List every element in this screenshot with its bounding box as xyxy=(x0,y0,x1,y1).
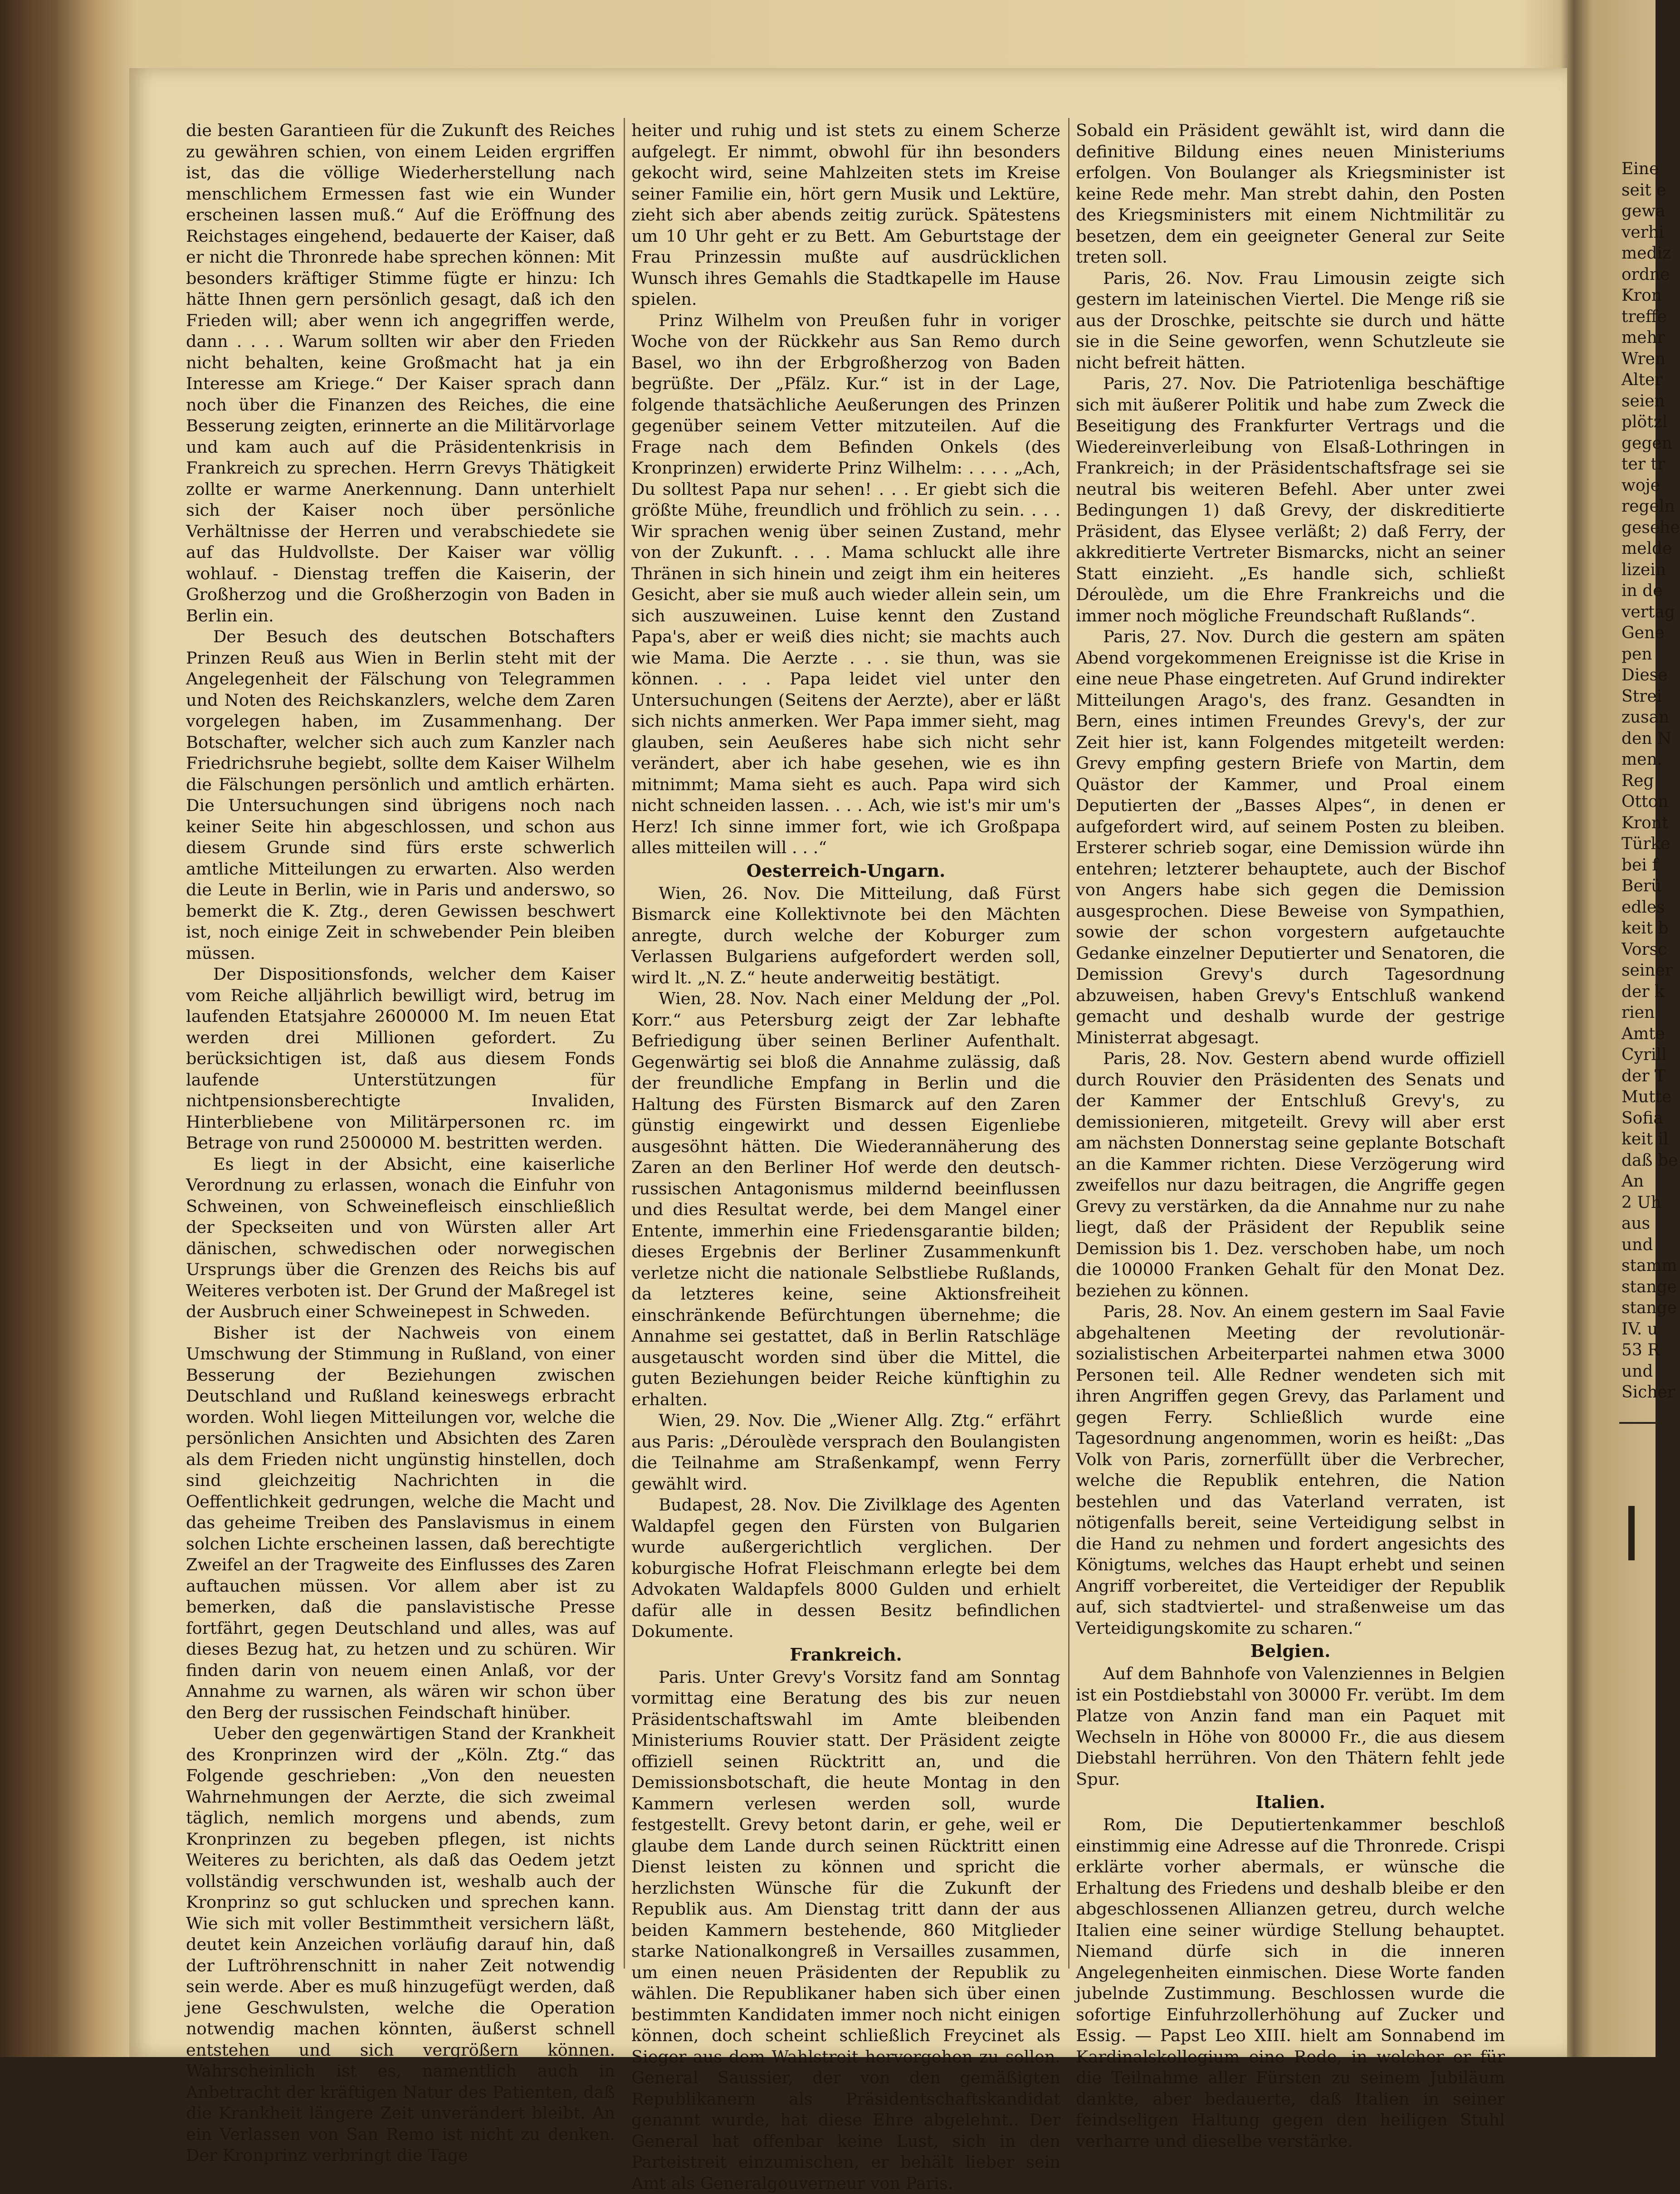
ornament-fragment xyxy=(1628,1506,1662,1560)
fragment-line: IV. u xyxy=(1621,1319,1656,1340)
paragraph: die besten Garantieen für die Zukunft des Reiches zu gewähren schien, von einem Leiden ergriffen ist, das die völlige Wiederherstellung nach menschlichem Ermessen fast wie ein Wunder erscheinen lassen muß.“ Auf die Eröffnung des Reichstages eingehend, bedauerte der Kaiser, daß er nicht die Thronrede habe sprechen können: Mit besonders kräftiger Stimme fügte er hinzu: Ich hätte Ihnen gern persönlich gesagt, daß ich den Frieden will; aber wenn ich angegriffen werde, dann . . . . Warum sollten wir aber den Frieden nicht behalten, keine Großmacht hat ja ein Interesse am Kriege.“ Der Kaiser sprach dann noch über die Finanzen des Reiches, die eine Besserung zeigten, erinnerte an die Militärvorlage und kam auch auf die Präsidentenkrisis in Frankreich zu sprechen. Herrn Grevys Thätigkeit zollte er warme Anerkennung. Dann unterhielt sich der Kaiser noch über persönliche Verhältnisse der Herren und verabschiedete sie auf das Huldvollste. Der Kaiser war völlig wohlauf. - Dienstag treffen die Kaiserin, der Großherzog und die Großherzogin von Baden in Berlin ein. xyxy=(186,120,615,626)
fragment-line: verhi xyxy=(1621,222,1656,244)
paragraph: Der Dispositionsfonds, welcher dem Kaiser vom Reiche alljährlich bewilligt wird, betrug im laufenden Etatsjahre 2600000 M. Im neuen Etat werden drei Millionen gefordert. Zu berücksichtigen ist, daß aus diesem Fonds laufende Unterstützungen für nichtpensionsberechtigte Invaliden, Hinterbliebene von Militärpersonen rc. im Betrage von rund 2500000 M. bestritten werden. xyxy=(186,964,615,1154)
fragment-line: Kront xyxy=(1621,813,1656,834)
fragment-line: seit e xyxy=(1621,180,1656,201)
column-1 xyxy=(186,120,615,2166)
fragment-line: woje xyxy=(1621,475,1656,497)
fragment-line: melde xyxy=(1621,538,1656,560)
fragment-line: gesehe xyxy=(1621,518,1656,539)
fragment-line: Türke xyxy=(1621,834,1656,855)
fragment-line: plötzl xyxy=(1621,412,1656,433)
fragment-line: 53 R xyxy=(1621,1340,1656,1361)
fragment-line: gewa xyxy=(1621,201,1656,222)
section-heading-italy: Italien. xyxy=(1076,1792,1505,1813)
fragment-line: daß be xyxy=(1621,1150,1656,1172)
fragment-line: Cyrill xyxy=(1621,1045,1656,1066)
fragment-line: Alter xyxy=(1621,370,1656,391)
section-heading-belgium: Belgien. xyxy=(1076,1641,1505,1661)
fragment-line: gegen xyxy=(1621,433,1656,454)
fragment-line: Vorsc xyxy=(1621,939,1656,961)
paragraph: Wien, 26. Nov. Die Mitteilung, daß Fürst Bismarck eine Kollektivnote bei den Mächten anregte, durch welche der Koburger zum Verlassen Bulgariens aufgefordert werden soll, wird lt. „N. Z.“ heute anderweitig bestätigt. xyxy=(631,883,1060,989)
fragment-line: ter tr xyxy=(1621,454,1656,475)
fragment-line: aus xyxy=(1621,1213,1656,1235)
fragment-line: der k xyxy=(1621,982,1656,1003)
fragment-line: vertag xyxy=(1621,602,1656,623)
fragment-line: pen xyxy=(1621,644,1656,665)
fragment-line: stange xyxy=(1621,1298,1656,1319)
column-3 xyxy=(1076,120,1505,2152)
paragraph: Paris, 28. Nov. An einem gestern im Saal Favie abgehaltenen Meeting der revolutionär-sozialistischen Arbeiterpartei nahmen etwa 3000 Personen teil. Alle Redner wendeten sich mit ihren Angriffen gegen Grevy, das Parlament und gegen Ferry. Schließlich wurde eine Tagesordnung angenommen, worin es heißt: „Das Volk von Paris, zornerfüllt über die Verbrecher, welche die Republik entehren, die Nation bestehlen und das Vaterland verraten, ist nötigenfalls bereit, seine Verteidigung selbst in die Hand zu nehmen und fordert angesichts des Königtums, welches das Haupt erhebt und seinen Angriff vorbereitet, die Verteidiger der Republik auf, sich stadtviertel- und straßenweise um das Verteidigungskomite zu scharen.“ xyxy=(1076,1301,1505,1639)
newspaper-page xyxy=(129,68,1567,2057)
paragraph: Paris, 28. Nov. Gestern abend wurde offiziell durch Rouvier den Präsidenten des Senats und der Kammer der Entschluß Grevy's, zu demissionieren, mitgeteilt. Grevy will aber erst am nächsten Donnerstag seine geplante Botschaft an die Kammer richten. Diese Verzögerung wird zweifellos nur dazu beitragen, die Angriffe gegen Grevy zu verstärken, da die Annahme nur zu nahe liegt, daß der Präsident der Republik seine Demission bis 1. Dez. verschoben habe, um noch die 100000 Franken Gehalt für den Monat Dez. beziehen zu können. xyxy=(1076,1048,1505,1301)
fragment-line: Sofia xyxy=(1621,1108,1656,1129)
fragment-line: und xyxy=(1621,1361,1656,1383)
paragraph: Auf dem Bahnhofe von Valenziennes in Belgien ist ein Postdiebstahl von 30000 Fr. verübt. Im dem Platze von Anzin fand man ein Paquet mit Wechseln in Höhe von 80000 Fr., die aus diesem Diebstahl herrühren. Von den Thätern fehlt jede Spur. xyxy=(1076,1663,1505,1790)
fragment-line: Mutte xyxy=(1621,1087,1656,1108)
fragment-line: treffe xyxy=(1621,307,1656,328)
fragment-line: mediz xyxy=(1621,243,1656,264)
section-heading-austria: Oesterreich-Ungarn. xyxy=(631,860,1060,881)
paragraph: Paris, 27. Nov. Durch die gestern am späten Abend vorgekommenen Ereignisse ist die Krise in eine neue Phase eingetreten. Auf Grund indirekter Mitteilungen Arago's, des franz. Gesandten in Bern, eines intimen Freundes Grevy's, der zur Zeit hier ist, kann Folgendes mitgeteilt werden: Grevy empfing gestern Briefe von Martin, dem Quästor der Kammer, und Proal einem Deputierten der „Basses Alpes“, in denen er aufgefordert wird, auf seinem Posten zu bleiben. Ersterer schrieb sogar, eine Demission würde ihn entehren; letzterer behauptete, auch der Bischof von Angers habe sich gegen die Demission ausgesprochen. Diese Beweise von Sympathien, sowie der schon vorgestern aufgetauchte Gedanke einzelner Deputierter und Senatoren, die Demission Grevy's durch Tagesordnung abzuweisen, haben Grevy's Entschluß wankend gemacht und deshalb wurde der gestrige Ministerrat abgesagt. xyxy=(1076,626,1505,1048)
fragment-line: der T xyxy=(1621,1066,1656,1087)
paragraph: Paris. Unter Grevy's Vorsitz fand am Sonntag vormittag eine Beratung des bis zur neuen Präsidentschaftswahl im Amte bleibenden Ministeriums Rouvier statt. Der Präsident zeigte offiziell seinen Rücktritt an, und die Demissionsbotschaft, die heute Montag in den Kammern verlesen werden soll, wurde festgestellt. Grevy betont darin, er gehe, weil er glaube dem Lande durch seinen Rücktritt einen Dienst leisten zu können und spricht die herzlichsten Wünsche für die Zukunft der Republik aus. Am Dienstag tritt dann der aus beiden Kammern bestehende, 860 Mitglieder starke Nationalkongreß in Versailles zusammen, um einen neuen Präsidenten der Republik zu wählen. Die Republikaner haben sich über einen bestimmten Kandidaten immer noch nicht einigen können, doch scheint schließlich Freycinet als Sieger aus dem Wahlstreit hervorgehen zu sollen. General Saussier, der von den gemäßigten Republikanern als Präsidentschaftskandidat genannt wurde, hat diese Ehre abgelehnt.. Der General hat offenbar keine Lust, sich in den Parteistreit einzumischen, er behält lieber sein Amt als Generalgouverneur von Paris. xyxy=(631,1667,1060,2194)
fragment-line: in de xyxy=(1621,581,1656,602)
fragment-line: Diese xyxy=(1621,665,1656,686)
paragraph: Wien, 29. Nov. Die „Wiener Allg. Ztg.“ erfährt aus Paris: „Déroulède versprach den Boulangisten die Teilnahme am Straßenkampf, wenn Ferry gewählt wird. xyxy=(631,1410,1060,1495)
fragment-line: Eine xyxy=(1621,159,1656,180)
fragment-line: Amte xyxy=(1621,1024,1656,1045)
column-2 xyxy=(631,120,1060,2194)
fragment-line: Reg xyxy=(1621,771,1656,792)
fragment-line: Berü xyxy=(1621,876,1656,897)
fragment-line: seiner xyxy=(1621,960,1656,982)
fragment-line: Wren xyxy=(1621,349,1656,370)
paragraph: Bisher ist der Nachweis von einem Umschwung der Stimmung in Rußland, von einer Besserung der Beziehungen zwischen Deutschland und Rußland keineswegs erbracht worden. Wohl liegen Mitteilungen vor, welche die persönlichen Ansichten und Absichten des Zaren als dem Frieden nicht ungünstig hinstellen, doch sind gleichzeitig Nachrichten in die Oeffentlichkeit gedrungen, welche die Macht und das geheime Treiben des Panslavismus in einem solchen Lichte erscheinen lassen, daß berechtigte Zweifel an der Tragweite des Einflusses des Zaren auftauchen müssen. Vor allem aber ist zu bemerken, daß die panslavistische Presse fortfährt, gegen Deutschland und alles, was auf dieses Bezug hat, zu hetzen und zu schüren. Wir finden darin von neuem einen Anlaß, vor der Annahme zu warnen, als wären wir schon über den Berg der russischen Feindschaft hinüber. xyxy=(186,1323,615,1724)
paragraph: heiter und ruhig und ist stets zu einem Scherze aufgelegt. Er nimmt, obwohl für ihn besonders gekocht wird, seine Mahlzeiten stets im Kreise seiner Familie ein, hört gern Musik und Lektüre, zieht sich aber abends zeitig zurück. Spätestens um 10 Uhr geht er zu Bett. Am Geburtstage der Frau Prinzessin mußte auf ausdrücklichen Wunsch ihres Gemahls die Stadtkapelle im Hause spielen. xyxy=(631,120,1060,310)
fragment-line: mehr xyxy=(1621,327,1656,349)
paragraph: Der Besuch des deutschen Botschafters Prinzen Reuß aus Wien in Berlin steht mit der Angelegenheit der Fälschung von Telegrammen und Noten des Reichskanzlers, welche dem Zaren vorgelegen haben, im Zusammenhang. Der Botschafter, welcher sich auch zum Kanzler nach Friedrichsruhe begiebt, sollte dem Kaiser Wilhelm die Fälschungen persönlich und amtlich erhärten. Die Untersuchungen sind übrigens noch nach keiner Seite hin abgeschlossen, und schon aus diesem Grunde sind fürs erste schwerlich amtliche Mitteilungen zu erwarten. Also werden die Leute in Berlin, wie in Paris und anderswo, so bemerkt die K. Ztg., deren Gewissen beschwert ist, noch einige Zeit in schwebender Pein bleiben müssen. xyxy=(186,626,615,964)
paragraph: Budapest, 28. Nov. Die Zivilklage des Agenten Waldapfel gegen den Fürsten von Bulgarien wurde außergerichtlich verglichen. Der koburgische Hofrat Fleischmann erlegte bei dem Advokaten Waldapfels 8000 Gulden und erhielt dafür alle in dessen Besitz befindlichen Dokumente. xyxy=(631,1495,1060,1642)
fragment-line: 2 Uh xyxy=(1621,1192,1656,1214)
column-rule xyxy=(624,118,625,1969)
paragraph: Wien, 28. Nov. Nach einer Meldung der „Pol. Korr.“ aus Petersburg zeigt der Zar lebhafte Befriedigung über seinen Berliner Aufenthalt. Gegenwärtig sei bloß die Annahme zulässig, daß der freundliche Empfang in Berlin und die Haltung des Fürsten Bismarck auf den Zaren günstig eingewirkt und dessen Eigenliebe ausgesöhnt hätten. Die Wiederannäherung des Zaren an den Berliner Hof werde den deutsch-russischen Antagonismus mildernd beeinflussen und dies Resultat werde, bei dem Mangel einer Entente, immerhin eine Friedensgarantie bilden; dieses Ergebnis der Berliner Zusammenkunft verletze nicht die nationale Selbstliebe Rußlands, da letzteres keine, seine Aktionsfreiheit einschränkende Befürchtungen übernehme; die Annahme sei gestattet, daß in Berlin Ratschläge ausgetauscht worden sind über die Mittel, die guten Beziehungen beider Reiche künftighin zu erhalten. xyxy=(631,988,1060,1410)
paragraph: Paris, 27. Nov. Die Patriotenliga beschäftige sich mit äußerer Politik und habe zum Zweck die Beseitigung des Frankfurter Vertrags und die Wiedereinverleibung von Elsaß-Lothringen in Frankreich; in der Präsidentschaftsfrage sei sie neutral bis weiteren Befehl. Aber unter zwei Bedingungen 1) daß Grevy, der diskreditierte Präsident, das Elysee verläßt; 2) daß Ferry, der akkreditierte Vertreter Bismarcks, nicht an seiner Statt einzieht. „Es handle sich, schließt Déroulède, um die Ehre Frankreichs und die immer noch mögliche Freundschaft Rußlands“. xyxy=(1076,373,1505,626)
column-rule xyxy=(1068,118,1070,1969)
paragraph: Paris, 26. Nov. Frau Limousin zeigte sich gestern im lateinischen Viertel. Die Menge riß sie aus der Droschke, peitschte sie durch und hätte sie in die Seine geworfen, wenn Schutzleute sie nicht befreit hätten. xyxy=(1076,268,1505,374)
paragraph: Sobald ein Präsident gewählt ist, wird dann die definitive Bildung eines neuen Ministeriums erfolgen. Von Boulanger als Kriegsminister ist keine Rede mehr. Man strebt dahin, den Posten des Kriegsministers mit einem Nichtmilitär zu besetzen, dem ein geeigneter General zur Seite treten soll. xyxy=(1076,120,1505,268)
fragment-line: ordne xyxy=(1621,264,1656,286)
fragment-line: regeln xyxy=(1621,496,1656,518)
divider-line xyxy=(1619,1422,1656,1424)
fragment-line: Strei xyxy=(1621,686,1656,708)
fragment-line: Otton xyxy=(1621,792,1656,813)
paragraph: Rom, Die Deputiertenkammer beschloß einstimmig eine Adresse auf die Thronrede. Crispi erklärte vorher abermals, er wünsche die Erhaltung des Friedens und deshalb bleibe er den abgeschlossenen Allianzen getreu, durch welche Italien eine seiner würdige Stellung behauptet. Niemand dürfe sich in die inneren Angelegenheiten einmischen. Diese Worte fanden jubelnde Zustimmung. Beschlossen wurde die sofortige Einfuhrzollerhöhung auf Zucker und Essig. — Papst Leo XIII. hielt am Sonnabend im Kardinalskollegium eine Rede, in welcher er für die Teilnahme aller Fürsten zu seinem Jubiläum dankte, aber bedauerte, daß Italien in seiner feindseligen Haltung gegen den heiligen Stuhl verharre und dieselbe verstärke. xyxy=(1076,1814,1505,2152)
fragment-line: und xyxy=(1621,1235,1656,1256)
fragment-line: An xyxy=(1621,1171,1656,1192)
section-heading-france: Frankreich. xyxy=(631,1644,1060,1665)
fragment-line: lizein xyxy=(1621,560,1656,581)
fragment-line: Gene xyxy=(1621,623,1656,644)
paragraph: Ueber den gegenwärtigen Stand der Krankheit des Kronprinzen wird der „Köln. Ztg.“ das Folgende geschrieben: „Von den neuesten Wahrnehmungen der Aerzte, die sich zweimal täglich, nemlich morgens und abends, zum Kronprinzen zu begeben pflegen, ist nichts Weiteres zu berichten, als daß das Oedem jetzt vollständig verschwunden ist, weshalb auch der Kronprinz so gut schlucken und sprechen kann. Wie sich mit voller Bestimmtheit versichern läßt, deutet kein Anzeichen vorläufig darauf hin, daß der Luftröhrenschnitt in naher Zeit notwendig sein werde. Aber es muß hinzugefügt werden, daß jene Geschwulsten, welche die Operation notwendig machen könnten, äußerst schnell entstehen und sich vergrößern können. Wahrscheinlich ist es, namentlich auch in Anbetracht der kräftigen Natur des Patienten, daß die Krankheit längere Zeit unverändert bleibt. An ein Verlassen von San Remo ist nicht zu denken. Der Kronprinz verbringt die Tage xyxy=(186,1723,615,2166)
fragment-line: keit b xyxy=(1621,918,1656,939)
fragment-line: Kron xyxy=(1621,285,1656,307)
fragment-line: den N xyxy=(1621,728,1656,750)
fragment-line: bei f xyxy=(1621,855,1656,876)
fragment-line: stange xyxy=(1621,1277,1656,1298)
facing-page-fragments xyxy=(1621,159,1656,1403)
fragment-line: zusan xyxy=(1621,707,1656,728)
fragment-line: seien xyxy=(1621,391,1656,412)
fragment-line: Sicher xyxy=(1621,1382,1656,1403)
paragraph: Es liegt in der Absicht, eine kaiserliche Verordnung zu erlassen, wonach die Einfuhr von Schweinen, von Schweinefleisch einschließlich der Speckseiten und von Würsten aller Art dänischen, schwedischen oder norwegischen Ursprungs über die Grenzen des Reichs bis auf Weiteres verboten ist. Der Grund der Maßregel ist der Ausbruch einer Schweinepest in Schweden. xyxy=(186,1154,615,1323)
fragment-line: rien xyxy=(1621,1002,1656,1024)
fragment-line: keit il xyxy=(1621,1129,1656,1150)
fragment-line: edles xyxy=(1621,897,1656,919)
fragment-line: men. xyxy=(1621,749,1656,771)
paragraph: Prinz Wilhelm von Preußen fuhr in voriger Woche von der Rückkehr aus San Remo durch Basel, wo ihn der Erbgroßherzog von Baden begrüßte. Der „Pfälz. Kur.“ ist in der Lage, folgende thatsächliche Aeußerungen des Prinzen gegenüber seinem Vetter mitzuteilen. Auf die Frage nach dem Befinden Onkels (des Kronprinzen) erwiderte Prinz Wilhelm: . . . . „Ach, Du solltest Papa nur sehen! . . . Er giebt sich die größte Mühe, freundlich und fröhlich zu sein. . . . Wir sprachen wenig über seinen Zustand, mehr von der Zukunft. . . . Mama schluckt alle ihre Thränen in sich hinein und zeigt ihm ein heiteres Gesicht, aber sie muß auch wieder allein sein, um sich auszuweinen. Luise kennt den Zustand Papa's, aber er weiß dies nicht; sie machts auch wie Mama. Die Aerzte . . . sie thun, was sie können. . . . Papa leidet viel unter den Untersuchungen (Seitens der Aerzte), aber er läßt sich nichts anmerken. Wer Papa immer sieht, mag glauben, sein Aeußeres habe sich nicht sehr verändert, aber ich habe gesehen, wie es ihn mitnimmt; Mama sieht es auch. Papa wird sich nicht schneiden lassen. . . . Ach, wie ist's mir um's Herz! Ich sinne immer fort, wie ich Großpapa alles mitteilen will . . .“ xyxy=(631,310,1060,859)
fragment-line: stamm xyxy=(1621,1256,1656,1277)
